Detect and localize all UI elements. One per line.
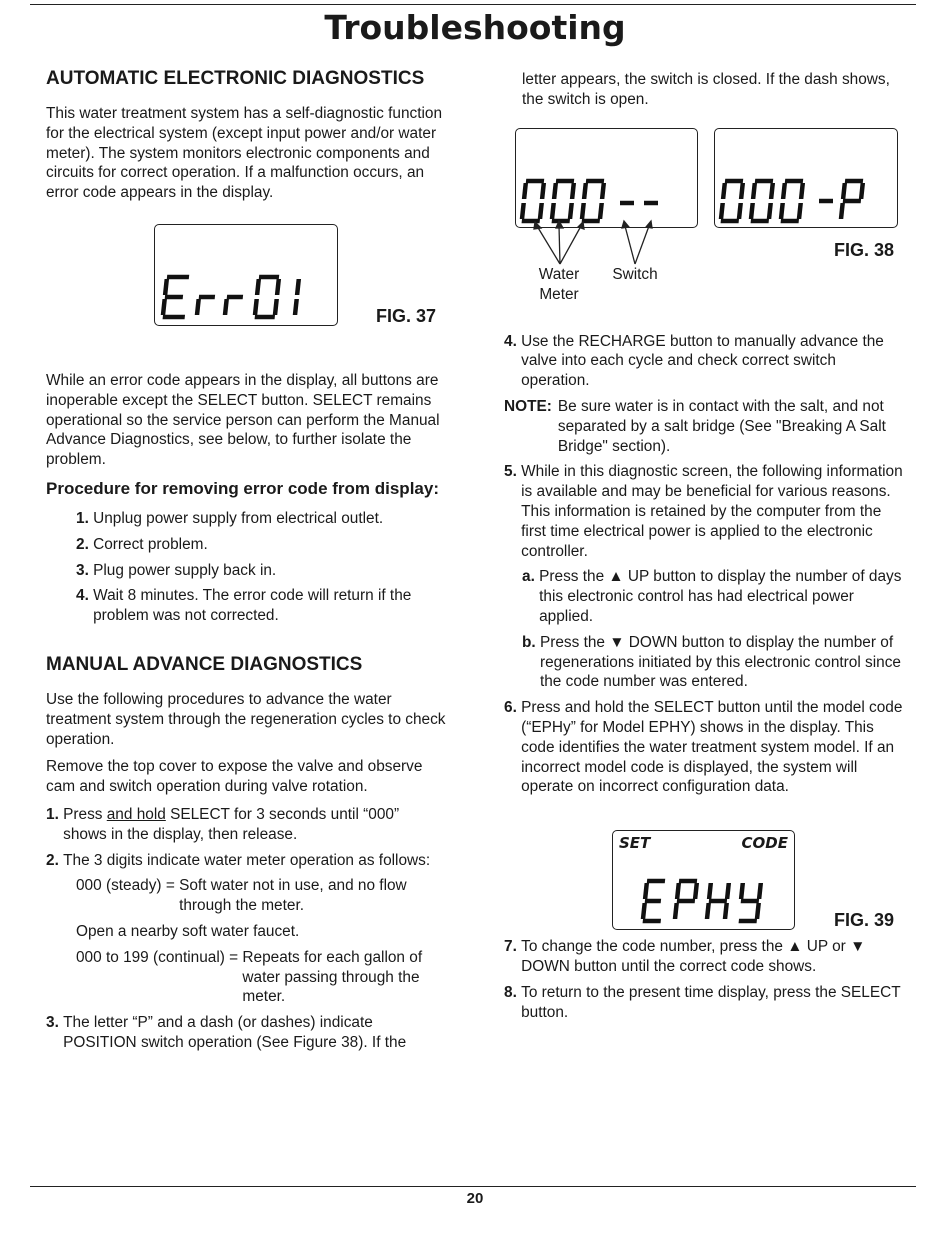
heading-automatic-diagnostics: AUTOMATIC ELECTRONIC DIAGNOSTICS <box>46 68 425 89</box>
step-3: 3 . The letter “P” and a dash (or dashes) indicate POSITION switch operation (See Figure 38). If the <box>46 1014 407 1051</box>
fig38-lcd-display-a <box>515 128 698 228</box>
up-arrow-icon: ▲ <box>608 568 624 586</box>
fig38-caption: FIG. 38 <box>834 240 895 260</box>
step-5a: a . Press the ▲ UP button to display the number of days this electronic control has had electrical power applied. <box>522 568 902 625</box>
fig39-lcd-display <box>612 830 795 930</box>
bottom-rule <box>30 1186 916 1187</box>
lcd-set-label: SET <box>619 834 651 852</box>
label-water-meter: Water Meter <box>538 266 580 303</box>
paragraph-manual-2: Remove the top cover to expose the valve and observe cam and switch operation during valve rotation. <box>46 758 423 796</box>
procedure-item: 3 . Plug power supply back in. <box>76 561 277 579</box>
fig38-lcd-display-b <box>714 128 898 228</box>
down-arrow-icon: ▼ <box>609 633 625 651</box>
paragraph-manual-1: Use the following procedures to advance the water treatment system through the regeneration cycles to check operation. <box>46 690 446 748</box>
fig38-callout-arrows <box>515 218 675 268</box>
fig38b-segment-digits <box>715 129 897 227</box>
fig39-caption: FIG. 39 <box>834 910 895 930</box>
step3-continuation: letter appears, the switch is closed. If the dash shows, the switch is open. <box>522 71 890 108</box>
paragraph-error: While an error code appears in the display, all buttons are inoperable except the SELECT button. SELECT remains operational so the service person can perform the Manual Advance Diagnostics, see below, to further isolate the problem. <box>46 371 440 469</box>
meter-row-continual: 000 to 199 (continual) = Repeats for each gallon of water passing through the meter. <box>76 948 423 1006</box>
fig37-caption: FIG. 37 <box>376 306 437 326</box>
step-2: 2 . The 3 digits indicate water meter operation as follows: <box>46 851 431 869</box>
step-4: 4 . Use the RECHARGE button to manually advance the valve into each cycle and check correct switch operation. <box>504 332 884 390</box>
meter-row-steady: 000 (steady) = Soft water not in use, and no flow through the meter. <box>76 877 407 915</box>
top-rule <box>30 4 916 5</box>
left-column <box>46 60 446 1059</box>
procedure-item: 2 . Correct problem. <box>76 535 208 553</box>
label-switch: Switch <box>612 266 658 283</box>
fig37-lcd-display <box>154 224 338 326</box>
fig38a-segment-digits <box>516 129 697 227</box>
page-number: 20 <box>466 1190 484 1207</box>
paragraph-auto: This water treatment system has a self-diagnostic function for the electrical system (except input power and/or water meter). The system monitors electronic components and circuits for correct operation. If a malfunction occurs, an error code appears in the display. <box>46 105 443 202</box>
page-title: Troubleshooting <box>324 8 626 47</box>
procedure-item: 1 . Unplug power supply from electrical outlet. <box>76 509 384 527</box>
step-7: 7 . To change the code number, press the ▲ UP or ▼ DOWN button until the correct code shows. <box>504 938 866 975</box>
heading-manual-diagnostics: MANUAL ADVANCE DIAGNOSTICS <box>46 653 363 675</box>
open-faucet-line: Open a nearby soft water faucet. <box>76 922 300 940</box>
fig37-segment-digits <box>155 225 337 325</box>
meter-table <box>76 876 446 1007</box>
lcd-code-label: CODE <box>741 834 788 852</box>
step-5: 5 . While in this diagnostic screen, the following information is available and may be beneficial for various reasons. This information is retained by the computer from the first time electrical power is applied to the electronic controller. <box>504 463 903 560</box>
procedure-item: 4 . Wait 8 minutes. The error code will return if the problem was not corrected. <box>76 587 412 625</box>
down-arrow-icon: ▼ <box>850 938 866 956</box>
step-5b: b . Press the ▼ DOWN button to display the number of regenerations initiated by this electronic control since the code number was entered. <box>522 633 901 691</box>
up-arrow-icon: ▲ <box>787 938 803 956</box>
procedure-list <box>76 509 446 626</box>
step-1: 1 . Press and hold SELECT for 3 seconds until “000” shows in the display, then release. <box>46 805 400 843</box>
step-8: 8 . To return to the present time display, press the SELECT button. <box>504 983 901 1021</box>
note: NOTE: Be sure water is in contact with the salt, and not separated by a salt bridge (See "Breaking A Salt Bridge" section). <box>504 397 886 455</box>
step-6: 6 . Press and hold the SELECT button until the model code (“EPHy” for Model EPHY) shows in the display. This code identifies the water treatment system model. If an incorrect model code is displayed, the system will operate on incorrect configuration data. <box>504 699 903 796</box>
heading-procedure: Procedure for removing error code from display: <box>46 478 439 498</box>
